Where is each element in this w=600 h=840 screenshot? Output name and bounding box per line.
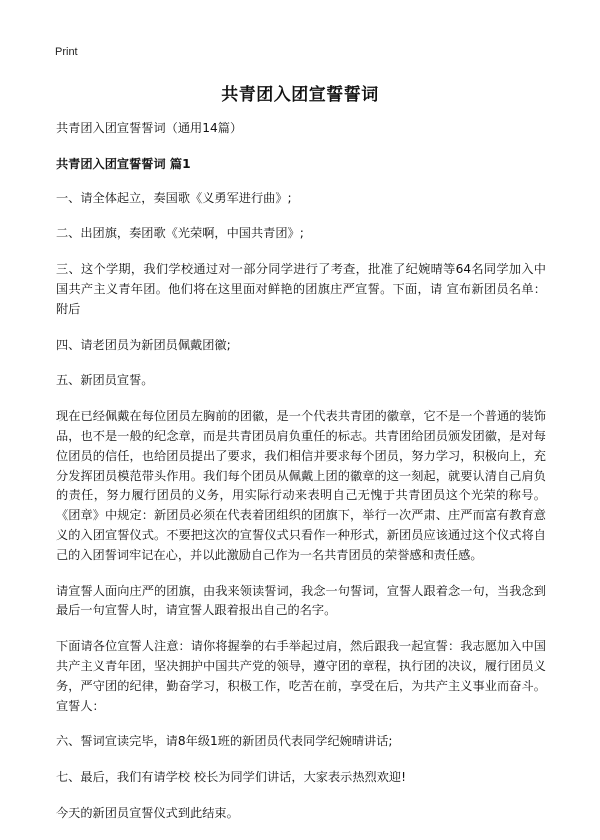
document-title: 共青团入团宣誓誓词 bbox=[221, 85, 379, 105]
paragraph: 一、请全体起立，奏国歌《义勇军进行曲》; bbox=[56, 190, 292, 205]
document-body bbox=[56, 119, 546, 840]
paragraph: 现在已经佩戴在每位团员左胸前的团徽，是一个代表共青团的徽章，它不是一个普通的装饰品，也不是一般的纪念章，而是共青团员肩负重任的标志。共青团给团员颁发团徽，是对每位团员的信任，也给团员提出了要求，我们相信并要求每个团员，努力学习，积极向上，充分发挥团员模范带头作用。我们每个团员从佩戴上团的徽章的这一刻起，就要认清自己肩负的责任，努力履行团员的义务，用实际行动来表明自己无愧于共青团员这个光荣的称号。《团章》中规定：新团员必须在代表着团组织的团旗下，举行一次严肃、庄严而富有教育意义的入团宣誓仪式。不要把这次的宣誓仪式只看作一种形式，新团员应该通过这个仪式将自己的入团誓词牢记在心，并以此激励自己作为一名共青团员的荣誉感和责任感。 bbox=[56, 409, 546, 562]
paragraph: 六、誓词宣读完毕，请8年级1班的新团员代表同学纪婉晴讲话; bbox=[56, 734, 393, 749]
print-link[interactable]: Print bbox=[55, 46, 78, 58]
paragraph: 四、请老团员为新团员佩戴团徽; bbox=[56, 337, 231, 352]
document-subtitle: 共青团入团宣誓誓词（通用14篇） bbox=[56, 121, 243, 135]
paragraph: 下面请各位宣誓人注意：请你将握拳的右手举起过肩，然后跟我一起宣誓：我志愿加入中国共产主义青年团，坚决拥护中国共产党的领导，遵守团的章程，执行团的决议，履行团员义务，严守团的纪律，勤奋学习，积极工作，吃苦在前，享受在后，为共产主义事业而奋斗。宣誓人： bbox=[56, 639, 546, 713]
section-heading: 共青团入团宣誓誓词 篇1 bbox=[56, 156, 191, 171]
paragraph: 请宣誓人面向庄严的团旗，由我来领读誓词，我念一句誓词，宣誓人跟着念一句，当我念到最后一句宣誓人时，请宣誓人跟着报出自己的名字。 bbox=[56, 583, 546, 618]
paragraph: 七、最后，我们有请学校 校长为同学们讲话，大家表示热烈欢迎! bbox=[56, 770, 407, 785]
paragraph: 三、这个学期，我们学校通过对一部分同学进行了考查，批准了纪婉晴等64名同学加入中国共产主义青年团。他们将在这里面对鲜艳的团旗庄严宣誓。下面，请 宣布新团员名单：附后 bbox=[56, 262, 546, 316]
paragraph: 五、新团员宣誓。 bbox=[56, 373, 154, 388]
paragraph: 二、出团旗，奏团歌《光荣啊，中国共青团》; bbox=[56, 226, 304, 241]
paragraph: 今天的新团员宣誓仪式到此结束。 bbox=[56, 805, 239, 820]
